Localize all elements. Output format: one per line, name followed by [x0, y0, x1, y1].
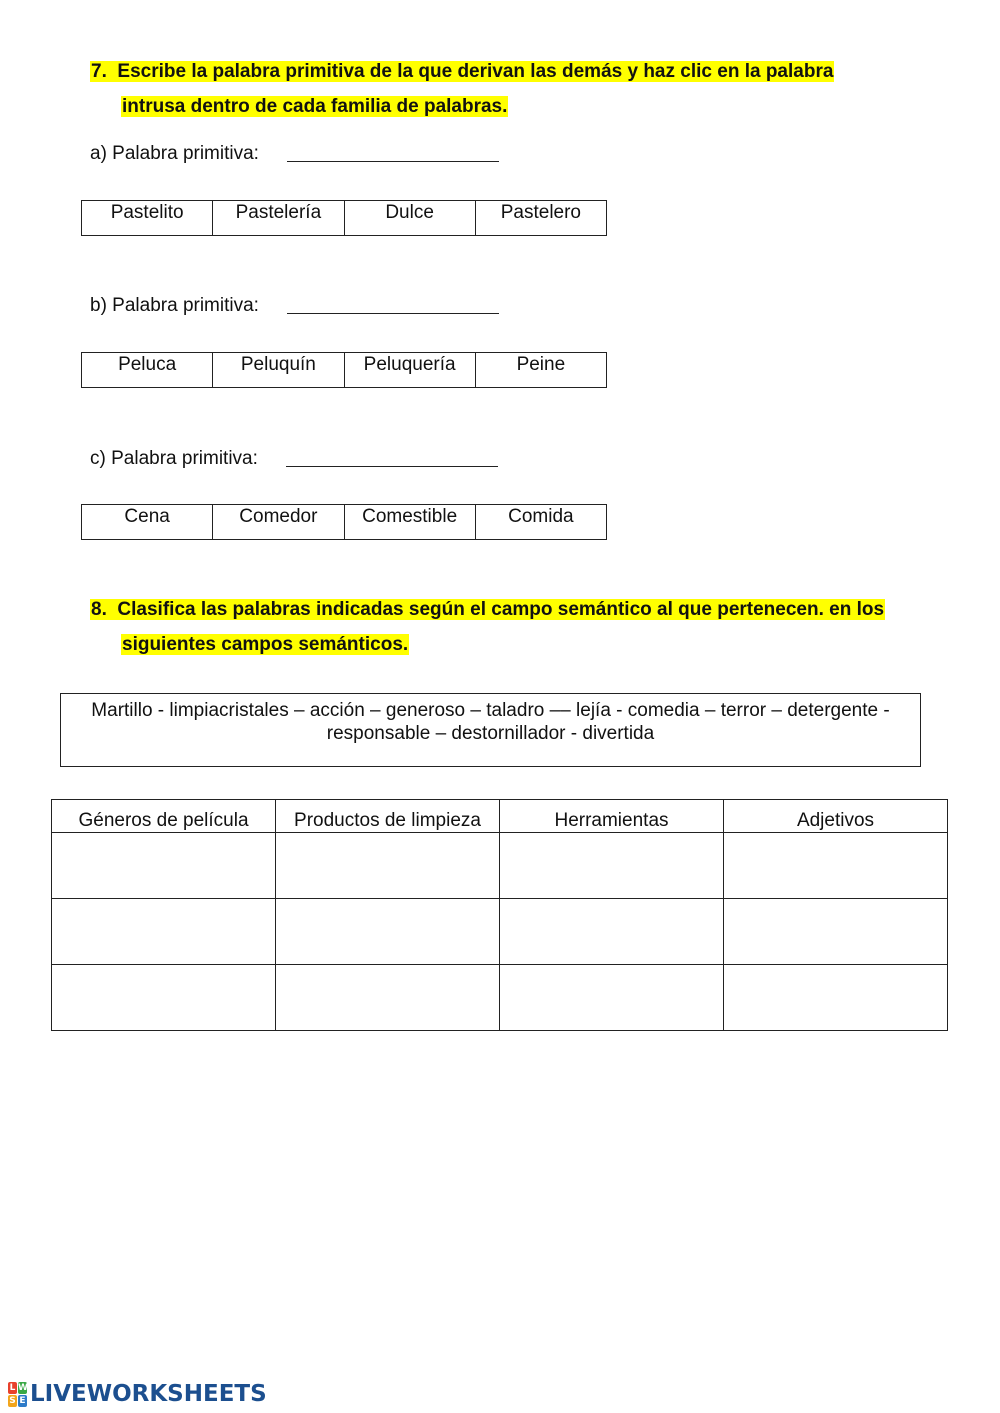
logo-letter: W: [18, 1382, 28, 1393]
liveworksheets-brand: [8, 1380, 267, 1408]
q8-heading-line2: [121, 632, 409, 658]
q7-heading-line2: [121, 94, 508, 120]
header-productos: Productos de limpieza: [276, 800, 500, 833]
answer-cell[interactable]: [52, 965, 276, 1031]
answer-cell[interactable]: [724, 833, 948, 899]
q8-number: 8.: [91, 599, 107, 620]
q7-heading-line1: [90, 59, 834, 85]
q8-instruction-1: Clasifica las palabras indicadas según el campo semántico al que pertenecen. en los: [117, 599, 885, 620]
word-bank-line2: responsable – destornillador - divertida: [326, 723, 655, 744]
answer-cell[interactable]: [52, 899, 276, 965]
q7-instruction-2: intrusa dentro de cada familia de palabras.: [122, 96, 508, 117]
word-bank-box: [60, 693, 921, 767]
word-bank-line1: Martillo - limpiacristales – acción – generoso – taladro –– lejía - comedia – terror – detergente -: [91, 700, 890, 721]
answer-cell[interactable]: [500, 965, 724, 1031]
logo-letter: S: [9, 1395, 16, 1406]
group-a-label: a) Palabra primitiva:: [90, 143, 259, 164]
answer-cell[interactable]: [500, 899, 724, 965]
word-option[interactable]: Peluquín: [212, 353, 343, 387]
header-adjetivos: Adjetivos: [724, 800, 948, 833]
word-option[interactable]: Comida: [475, 505, 606, 539]
answer-cell[interactable]: [276, 833, 500, 899]
word-option[interactable]: Peluca: [118, 354, 177, 375]
word-option[interactable]: Dulce: [344, 201, 475, 235]
table-row: [52, 833, 948, 899]
word-option[interactable]: Pastelería: [212, 201, 343, 235]
answer-cell[interactable]: [500, 833, 724, 899]
logo-letter: E: [19, 1395, 26, 1406]
brand-name: LIVEWORKSHEETS: [30, 1381, 267, 1407]
answer-cell[interactable]: [276, 899, 500, 965]
q8-instruction-2: siguientes campos semánticos.: [122, 634, 409, 655]
group-b-word-table: [81, 352, 607, 388]
table-row: [52, 899, 948, 965]
answer-cell[interactable]: [276, 965, 500, 1031]
word-option[interactable]: Comestible: [344, 505, 475, 539]
q7-number: 7.: [91, 61, 107, 82]
table-row: [52, 965, 948, 1031]
table-header-row: [52, 800, 948, 833]
group-c-label: c) Palabra primitiva:: [90, 448, 258, 469]
word-option[interactable]: Pastelero: [475, 201, 606, 235]
header-herramientas: Herramientas: [500, 800, 724, 833]
q7-instruction-1: Escribe la palabra primitiva de la que derivan las demás y haz clic en la palabra: [117, 61, 834, 82]
group-b-label: b) Palabra primitiva:: [90, 295, 259, 316]
word-option[interactable]: Pastelito: [110, 202, 184, 223]
answer-cell[interactable]: [724, 965, 948, 1031]
group-b-answer-line[interactable]: [287, 313, 499, 314]
word-option[interactable]: Comedor: [212, 505, 343, 539]
logo-letter: L: [9, 1382, 16, 1393]
group-a-word-table: [81, 200, 607, 236]
word-option[interactable]: Cena: [124, 506, 170, 527]
group-c-word-table: [81, 504, 607, 540]
classification-table: [51, 799, 948, 1031]
header-generos: Géneros de película: [52, 800, 276, 833]
liveworksheets-logo-icon: [8, 1382, 27, 1407]
answer-cell[interactable]: [52, 833, 276, 899]
answer-cell[interactable]: [724, 899, 948, 965]
q8-heading-line1: [90, 597, 885, 623]
group-c-answer-line[interactable]: [286, 466, 498, 467]
word-option[interactable]: Peine: [475, 353, 606, 387]
group-a-answer-line[interactable]: [287, 161, 499, 162]
word-option[interactable]: Peluquería: [344, 353, 475, 387]
